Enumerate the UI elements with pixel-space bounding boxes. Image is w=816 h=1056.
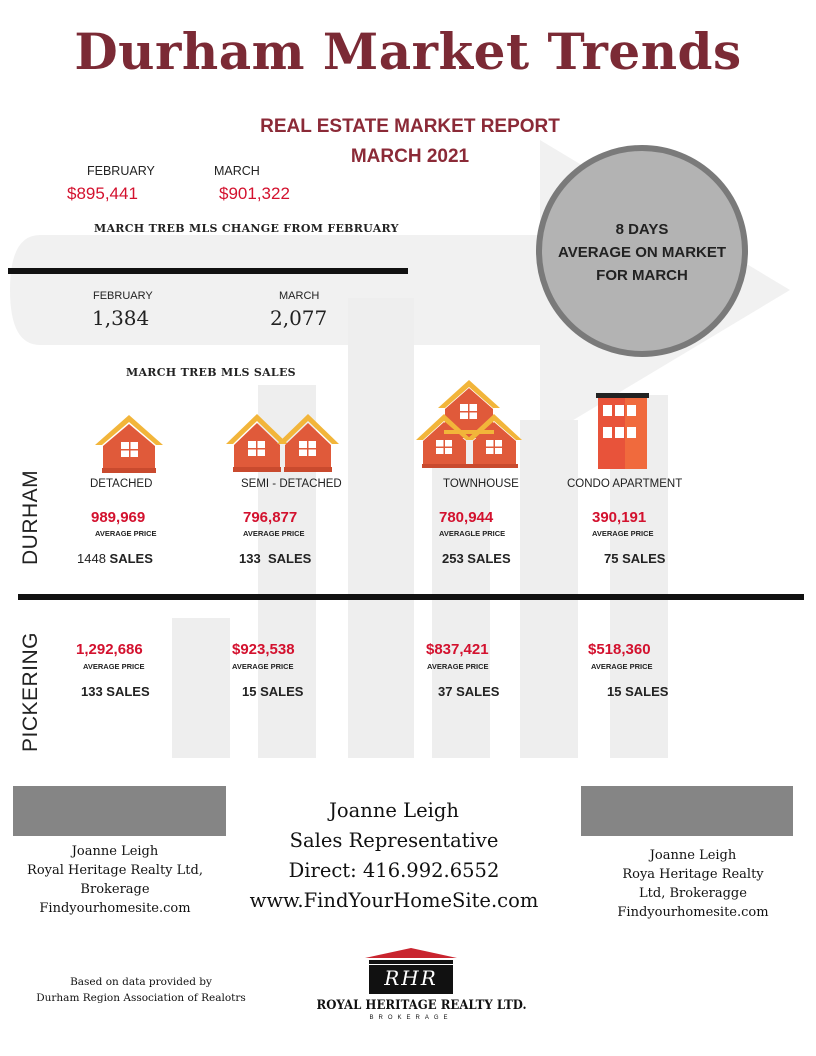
durham-avg-caption-semi: AVERAGE PRICE — [243, 529, 305, 538]
logo-company-name: ROYAL HERITAGE REALTY LTD. — [316, 998, 527, 1013]
pickering-avg-caption-townhouse: AVERAGE PRICE — [427, 662, 489, 671]
brokerage-logo — [306, 946, 527, 1026]
photo-placeholder-left — [13, 786, 226, 836]
type-label-detached: DETACHED — [90, 478, 153, 490]
contact-right — [588, 846, 798, 922]
contact-left — [10, 842, 220, 918]
price-change-caption: MARCH TREB MLS CHANGE FROM FEBRUARY — [94, 222, 399, 235]
contact-left-company: Royal Heritage Realty Ltd, — [27, 863, 203, 878]
durham-avg-semi: 796,877 — [243, 509, 298, 526]
days-caption-2: FOR MARCH — [596, 267, 688, 284]
contact-left-website[interactable]: Findyourhomesite.com — [39, 901, 191, 916]
photo-placeholder-right — [581, 786, 793, 836]
mar-sales-label: MARCH — [279, 290, 320, 302]
data-source-line-1: Based on data provided by — [70, 976, 212, 988]
pickering-avg-caption-condo: AVERAGE PRICE — [591, 662, 653, 671]
days-value: 8 DAYS — [615, 221, 669, 238]
mar-sales-value: 2,077 — [270, 306, 328, 330]
feb-sales-value: 1,384 — [92, 306, 150, 330]
durham-sales-condo: 75 SALES — [604, 551, 666, 566]
logo-monogram: RHR — [384, 966, 438, 990]
pickering-region-label: PICKERING — [19, 631, 42, 752]
pickering-sales-detached: 133 SALES — [81, 684, 150, 699]
durham-sales-semi: 133 SALES — [239, 551, 312, 566]
feb-sales-label: FEBRUARY — [93, 290, 153, 302]
agent-name: Joanne Leigh — [329, 799, 459, 822]
type-label-semi: SEMI - DETACHED — [241, 478, 342, 490]
durham-avg-caption-townhouse: AVERAGLE PRICE — [439, 529, 506, 538]
agent-website[interactable]: www.FindYourHomeSite.com — [249, 889, 539, 912]
detached-house-icon — [92, 412, 166, 474]
durham-avg-townhouse: 780,944 — [439, 509, 494, 526]
feb-price-label: FEBRUARY — [87, 164, 155, 178]
contact-right-company: Roya Heritage Realty — [622, 867, 764, 882]
durham-avg-condo: 390,191 — [592, 509, 647, 526]
pickering-avg-townhouse: $837,421 — [426, 641, 489, 658]
divider-top — [8, 268, 408, 274]
pickering-sales-condo: 15 SALES — [607, 684, 669, 699]
pickering-avg-semi: $923,538 — [232, 641, 295, 658]
townhouse-icon — [414, 378, 524, 470]
durham-sales-detached: 1448 SALES — [77, 551, 153, 566]
page-title: Durham Market Trends — [74, 22, 742, 81]
pickering-avg-condo: $518,360 — [588, 641, 651, 658]
feb-price-value: $895,441 — [67, 184, 138, 203]
durham-sales-townhouse: 253 SALES — [442, 551, 511, 566]
logo-brokerage: BROKERAGE — [369, 1015, 453, 1021]
mar-price-value: $901,322 — [219, 184, 290, 203]
pickering-avg-caption-semi: AVERAGE PRICE — [232, 662, 294, 671]
report-title: REAL ESTATE MARKET REPORT — [260, 116, 560, 137]
pickering-avg-detached: 1,292,686 — [76, 641, 143, 658]
contact-center — [228, 796, 560, 916]
days-on-market-text — [536, 218, 748, 287]
agent-phone[interactable]: Direct: 416.992.6552 — [288, 859, 500, 882]
days-caption-1: AVERAGE ON MARKET — [557, 244, 727, 261]
data-source-line-2: Durham Region Association of Realotrs — [36, 992, 246, 1004]
report-period: MARCH 2021 — [350, 146, 470, 167]
type-label-townhouse: TOWNHOUSE — [443, 478, 519, 490]
durham-region-label: DURHAM — [19, 469, 42, 565]
data-source-note — [10, 974, 272, 1006]
durham-avg-caption-condo: AVERAGE PRICE — [592, 529, 654, 538]
pickering-avg-caption-detached: AVERAGE PRICE — [83, 662, 145, 671]
pickering-sales-townhouse: 37 SALES — [438, 684, 500, 699]
contact-right-website[interactable]: Findyourhomesite.com — [617, 905, 769, 920]
condo-apartment-icon — [596, 393, 650, 470]
durham-avg-caption-detached: AVERAGE PRICE — [95, 529, 157, 538]
pickering-sales-semi: 15 SALES — [242, 684, 304, 699]
contact-left-name: Joanne Leigh — [71, 844, 159, 859]
agent-role: Sales Representative — [289, 829, 499, 852]
contact-left-brokerage: Brokerage — [80, 882, 150, 897]
durham-avg-detached: 989,969 — [91, 509, 146, 526]
mar-price-label: MARCH — [214, 164, 260, 178]
contact-right-name: Joanne Leigh — [649, 848, 737, 863]
divider-regions — [18, 594, 804, 600]
contact-right-brokerage: Ltd, Brokeragge — [639, 886, 747, 901]
sales-caption: MARCH TREB MLS SALES — [126, 366, 296, 379]
type-label-condo: CONDO APARTMENT — [567, 478, 683, 490]
semi-detached-house-icon — [224, 411, 342, 473]
